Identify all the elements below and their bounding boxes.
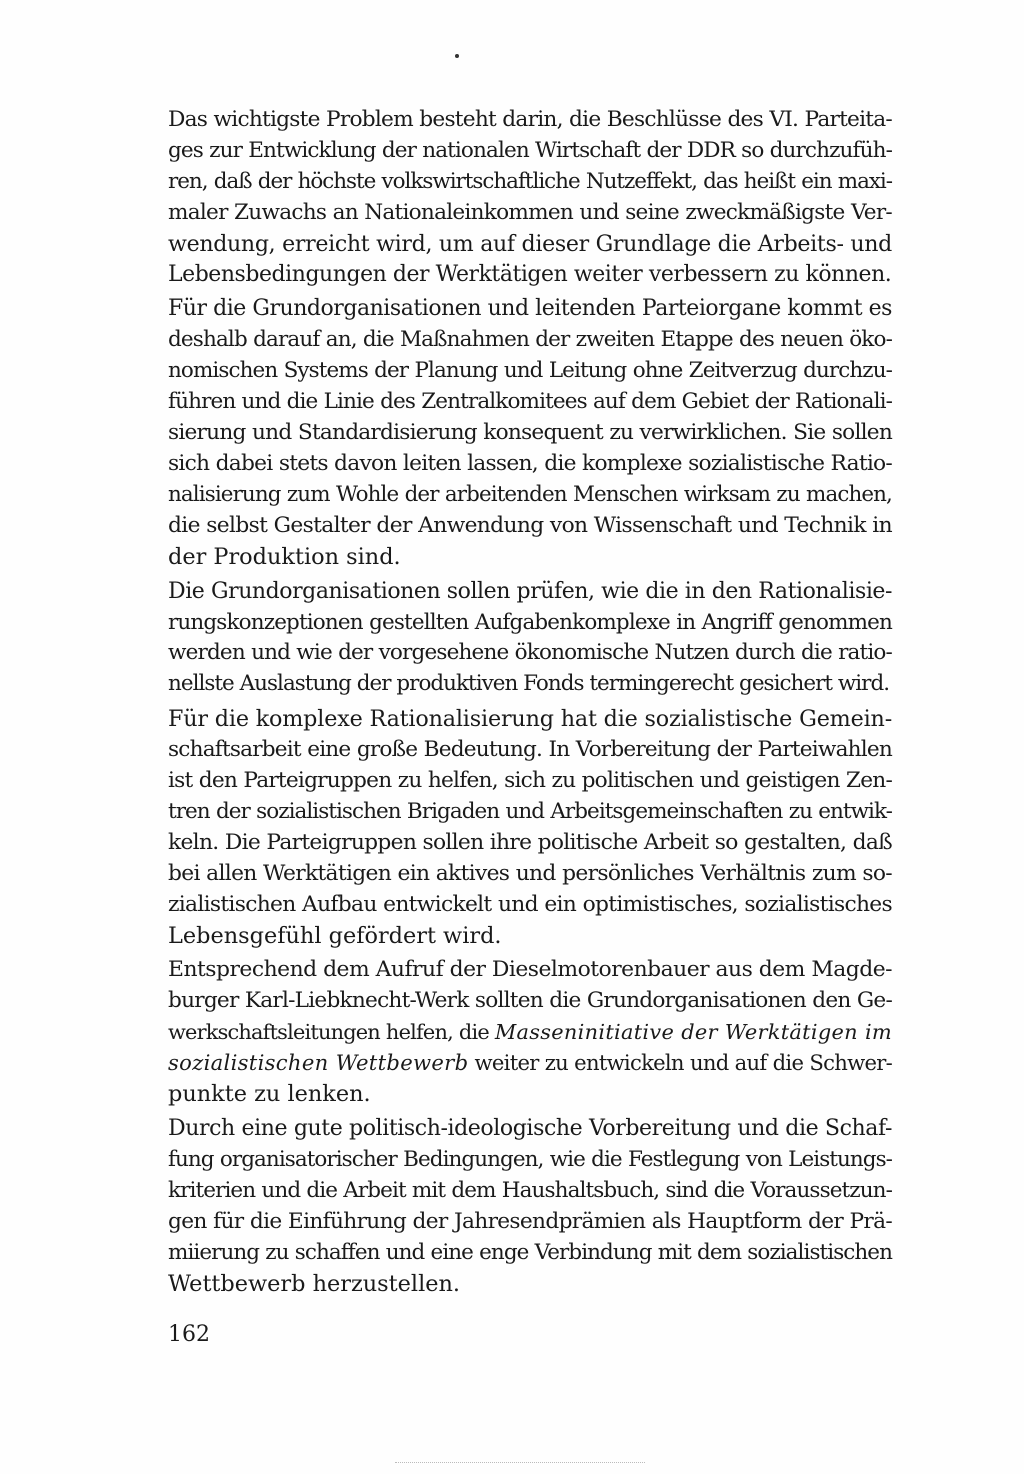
text-line: ist den Parteigruppen zu helfen, sich zu politischen und geistigen Zen-: [168, 768, 892, 794]
scan-artifact: [395, 1462, 645, 1464]
paragraph-6: [168, 1114, 892, 1299]
text-line: werden und wie der vorgesehene ökonomische Nutzen durch die ratio-: [168, 640, 892, 666]
text-line: schaftsarbeit eine große Bedeutung. In Vorbereitung der Parteiwahlen: [168, 737, 892, 763]
text-line: Für die komplexe Rationalisierung hat die sozialistische Gemein-: [168, 706, 893, 733]
text-line: wendung, erreicht wird, um auf dieser Grundlage die Arbeits- und: [168, 230, 892, 257]
text-run: werkschaftsleitungen helfen, die: [168, 1020, 495, 1045]
body-text: [168, 105, 892, 1303]
paragraph-4: [168, 704, 892, 951]
text-line: nellste Auslastung der produktiven Fonds termingerecht gesichert wird.: [168, 671, 890, 697]
ink-dot: [455, 54, 459, 58]
paragraph-5: [168, 955, 892, 1110]
text-line: nalisierung zum Wohle der arbeitenden Menschen wirksam zu machen,: [168, 481, 892, 507]
text-line: deshalb darauf an, die Maßnahmen der zweiten Etappe des neuen öko-: [168, 327, 892, 353]
text-line: maler Zuwachs an Nationaleinkommen und seine zweckmäßigste Ver-: [168, 199, 892, 225]
paragraph-3: [168, 577, 892, 701]
paragraph-1: [168, 105, 892, 290]
text-line: [168, 1048, 892, 1079]
text-line: Wettbewerb herzustellen.: [168, 1270, 461, 1297]
text-line: Entsprechend dem Aufruf der Dieselmotorenbauer aus dem Magde-: [168, 957, 892, 983]
text-line: Die Grundorganisationen sollen prüfen, wie die in den Rationalisie-: [168, 578, 892, 604]
text-line: ges zur Entwicklung der nationalen Wirtschaft der DDR so durchzufüh-: [168, 137, 892, 163]
text-line: Das wichtigste Problem besteht darin, die Beschlüsse des VI. Parteita-: [168, 107, 892, 132]
text-line: gen für die Einführung der Jahresendprämien als Hauptform der Prä-: [168, 1208, 892, 1234]
text-line: Für die Grundorganisationen und leitenden Parteiorgane kommt es: [168, 296, 892, 322]
text-line: rungskonzeptionen gestellten Aufgabenkomplexe in Angriff genommen: [168, 609, 892, 635]
text-line: sich dabei stets davon leiten lassen, die komplexe sozialistische Ratio-: [168, 450, 892, 476]
text-line: Lebensbedingungen der Werktätigen weiter verbessern zu können.: [168, 261, 892, 287]
text-line: keln. Die Parteigruppen sollen ihre politische Arbeit so gestalten, daß: [168, 829, 892, 855]
text-line: Lebensgefühl gefördert wird.: [168, 922, 502, 949]
text-run: weiter zu entwickeln und auf die Schwer-: [468, 1050, 892, 1076]
page-number: 162: [168, 1322, 210, 1347]
text-line: ren, daß der höchste volkswirtschaftliche Nutzeffekt, das heißt ein maxi-: [168, 168, 892, 194]
emphasized-text: sozialistischen Wettbewerb: [168, 1050, 469, 1076]
paragraph-2: [168, 294, 892, 572]
text-line: bei allen Werktätigen ein aktives und persönliches Verhältnis zum so-: [168, 860, 892, 886]
text-line: burger Karl-Liebknecht-Werk sollten die Grundorganisationen den Ge-: [168, 988, 892, 1014]
text-line: führen und die Linie des Zentralkomitees auf dem Gebiet der Rationali-: [168, 389, 892, 415]
text-line: der Produktion sind.: [168, 543, 401, 570]
text-line: zialistischen Aufbau entwickelt und ein optimistisches, sozialistisches: [168, 891, 892, 917]
text-line: sierung und Standardisierung konsequent zu verwirklichen. Sie sollen: [168, 420, 892, 446]
text-line: nomischen Systems der Planung und Leitung ohne Zeitverzug durchzu-: [168, 358, 892, 384]
text-line: fung organisatorischer Bedingungen, wie die Festlegung von Leistungs-: [168, 1146, 892, 1172]
text-line: kriterien und die Arbeit mit dem Haushaltsbuch, sind die Voraussetzun-: [168, 1177, 892, 1203]
text-line: die selbst Gestalter der Anwendung von Wissenschaft und Technik in: [168, 512, 892, 538]
text-line: tren der sozialistischen Brigaden und Arbeitsgemeinschaften zu entwik-: [168, 798, 892, 824]
text-line: Durch eine gute politisch-ideologische Vorbereitung und die Schaf-: [168, 1116, 892, 1141]
text-line: miierung zu schaffen und eine enge Verbindung mit dem sozialistischen: [168, 1239, 892, 1265]
emphasized-text: Masseninitiative der Werktätigen im: [494, 1020, 892, 1045]
text-line: punkte zu lenken.: [168, 1081, 371, 1108]
text-line: [168, 1017, 892, 1048]
